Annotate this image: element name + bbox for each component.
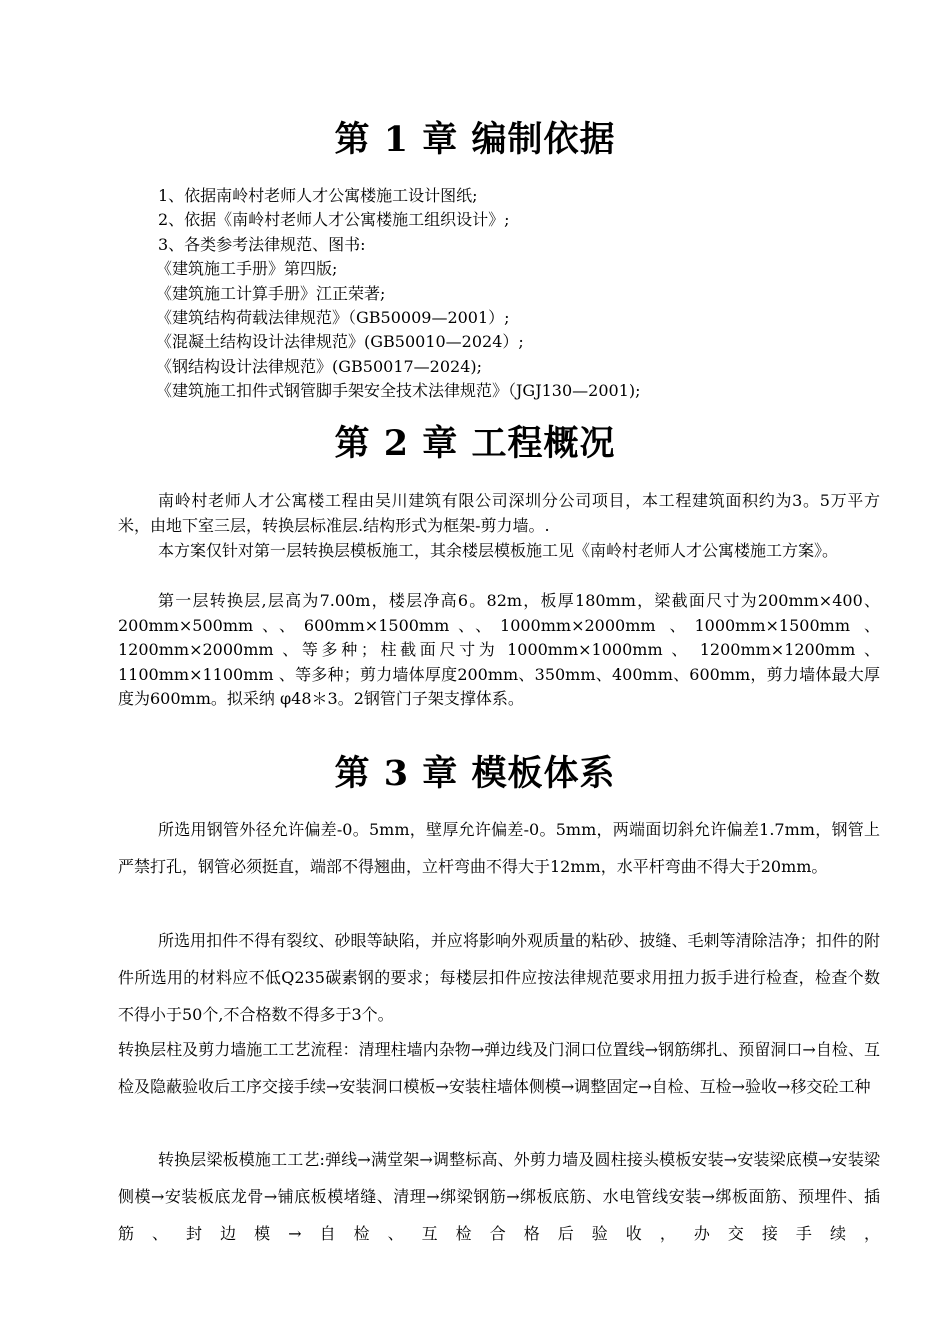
list-item: 《钢结构设计法律规范》(GB50017—2024); — [156, 356, 483, 376]
list-item: 《建筑结构荷载法律规范》（GB50009—2001）; — [156, 308, 510, 328]
chapter-3-title: 第 3 章 模板体系 — [334, 753, 616, 794]
paragraph: 本方案仅针对第一层转换层模板施工，其余楼层模板施工见《南岭村老师人才公寓楼施工方案》。 — [158, 541, 839, 560]
list-item: 2、依据《南岭村老师人才公寓楼施工组织设计》; — [158, 210, 510, 230]
list-item: 1、依据南岭村老师人才公寓楼施工设计图纸; — [158, 186, 478, 205]
chapter-1-title: 第 1 章 编制依据 — [334, 119, 616, 160]
list-item: 《建筑施工扣件式钢管脚手架安全技术法律规范》（JGJ130—2001); — [156, 381, 641, 401]
list-item: 《建筑施工手册》第四版; — [156, 259, 338, 279]
chapter-2-title: 第 2 章 工程概况 — [334, 423, 616, 464]
basis-list — [158, 184, 641, 404]
list-item: 3、各类参考法律规范、图书: — [158, 234, 366, 254]
paragraph: 所选用钢管外径允许偏差-0。5mm，壁厚允许偏差-0。5mm，两端面切斜允许偏差1.7mm，钢管上严禁打孔，钢管必须挺直，端部不得翘曲，立杆弯曲不得大于12mm，水平杆弯曲不得大于20mm。 — [118, 820, 880, 876]
paragraph: 第一层转换层,层高为7.00m，楼层净高6。82m，板厚180mm，梁截面尺寸为200mm×400、200mm×500mm、、600mm×1500mm、、1000mm×2000mm 、1000mm×1500mm 、1200mm×2000mm 、等多种；柱截面尺寸为 1000mm×1000mm 、 1200mm×1200mm 、 1100mm×1100mm 、等多种；剪力墙体厚度200mm、350mm、400mm、600mm，剪力墙体最大厚度为600mm。拟采纳 φ48＊3。2钢管门子架支撑体系。 — [118, 591, 880, 708]
list-item: 《建筑施工计算手册》江正荣著; — [156, 283, 386, 303]
paragraph: 南岭村老师人才公寓楼工程由吴川建筑有限公司深圳分公司项目，本工程建筑面积约为3。5万平方米，由地下室三层，转换层标准层.结构形式为框架-剪力墙。. — [118, 491, 880, 535]
paragraph: 转换层梁板模施工工艺:弹线→满堂架→调整标高、外剪力墙及圆柱接头模板安装→安装梁底模→安装梁侧模→安装板底龙骨→铺底板模堵缝、清理→绑梁钢筋→绑板底筋、水电管线安装→绑板面筋、预埋件、插筋、封边模→自检、互检合格后验收，办交接手续， — [118, 1150, 880, 1243]
list-item: 《混凝土结构设计法律规范》(GB50010—2024）; — [156, 332, 524, 352]
paragraph: 转换层柱及剪力墙施工工艺流程：清理柱墙内杂物→弹边线及门洞口位置线→钢筋绑扎、预留洞口→自检、互检及隐蔽验收后工序交接手续→安装洞口模板→安装柱墙体侧模→调整固定→自检、互检→验收→移交砼工种 — [118, 1040, 880, 1096]
paragraph: 所选用扣件不得有裂纹、砂眼等缺陷，并应将影响外观质量的粘砂、披缝、毛刺等清除洁净；扣件的附件所选用的材料应不低Q235碳素钢的要求；每楼层扣件应按法律规范要求用扭力扳手进行检查，检查个数不得小于50个,不合格数不得多于3个。 — [118, 931, 880, 1024]
